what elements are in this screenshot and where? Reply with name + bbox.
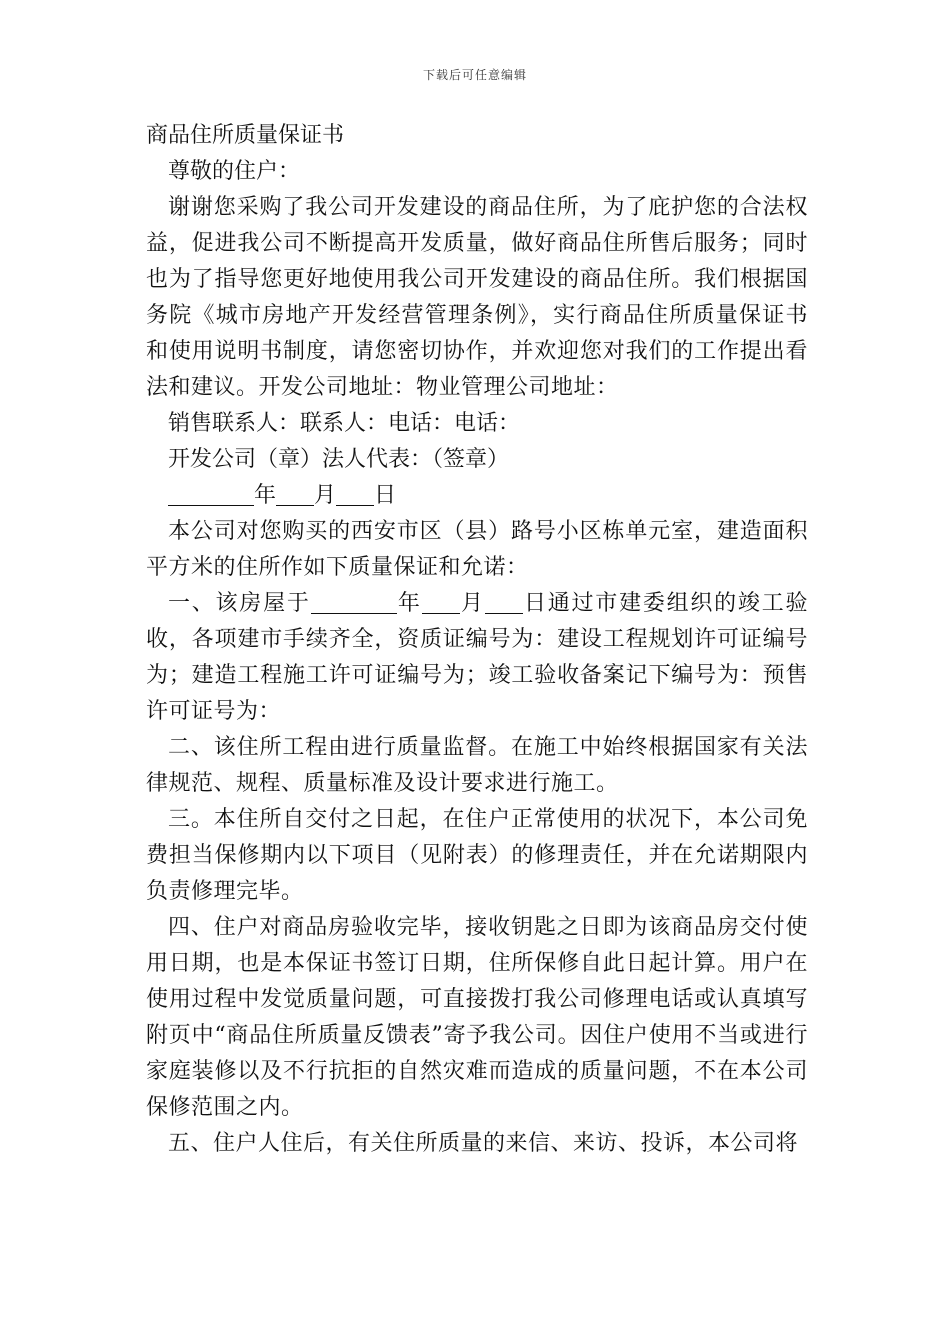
document-body bbox=[146, 118, 808, 1162]
day-blank bbox=[336, 481, 374, 506]
date-month-label: 月 bbox=[314, 483, 337, 508]
item-4-paragraph: 四、住户对商品房验收完毕，接收钥匙之日即为该商品房交付使用日期，也是本保证书签订日期，住所保修自此日起计算。用户在使用过程中发觉质量问题，可直接拨打我公司修理电话或认真填写附页中“商品住所质量反馈表”寄予我公司。因住户使用不当或进行家庭装修以及不行抗拒的自然灾难而造成的质量问题，不在本公司保修范围之内。 bbox=[146, 915, 808, 1120]
contacts-line: 销售联系人：联系人：电话：电话： bbox=[168, 411, 521, 436]
item-1-month-label: 月 bbox=[459, 591, 485, 616]
header-note: 下载后可任意编辑 bbox=[422, 68, 527, 82]
item-1-month-blank bbox=[422, 589, 460, 614]
scope-paragraph: 本公司对您购买的西安市区（县）路号小区栋单元室，建造面积平方米的住所作如下质量保证和允诺： bbox=[146, 519, 808, 580]
month-blank bbox=[276, 481, 314, 506]
item-5-paragraph: 五、住户人住后，有关住所质量的来信、来访、投诉，本公司将 bbox=[168, 1131, 799, 1156]
item-1-year-blank bbox=[311, 589, 397, 614]
item-1-day-blank bbox=[485, 589, 523, 614]
date-day-label: 日 bbox=[374, 483, 397, 508]
year-blank bbox=[168, 481, 254, 506]
document-title: 商品住所质量保证书 bbox=[146, 123, 345, 148]
date-year-label: 年 bbox=[254, 483, 277, 508]
item-1-rest: 日通过市建委组织的竣工验收，各项建市手续齐全，资质证编号为：建设工程规划许可证编号为；建造工程施工许可证编号为；竣工验收备案记下编号为：预售许可证号为： bbox=[146, 591, 808, 724]
date-line bbox=[146, 478, 808, 514]
item-1-year-label: 年 bbox=[396, 591, 422, 616]
seal-line: 开发公司（章）法人代表：（签章） bbox=[168, 447, 510, 472]
item-1-paragraph bbox=[146, 586, 808, 730]
item-1-prefix: 一、该房屋于 bbox=[168, 591, 311, 616]
greeting: 尊敬的住户： bbox=[168, 159, 301, 184]
item-3-paragraph: 三。本住所自交付之日起，在住户正常使用的状况下，本公司免费担当保修期内以下项目（见附表）的修理责任，并在允诺期限内负责修理完毕。 bbox=[146, 807, 808, 904]
intro-paragraph: 谢谢您采购了我公司开发建设的商品住所，为了庇护您的合法权益，促进我公司不断提高开发质量，做好商品住所售后服务；同时也为了指导您更好地使用我公司开发建设的商品住所。我们根据国务院《城市房地产开发经营管理条例》，实行商品住所质量保证书和使用说明书制度，请您密切协作，并欢迎您对我们的工作提出看法和建议。开发公司地址：物业管理公司地址： bbox=[146, 195, 808, 400]
item-2-paragraph: 二、该住所工程由进行质量监督。在施工中始终根据国家有关法律规范、规程、质量标准及设计要求进行施工。 bbox=[146, 735, 808, 796]
